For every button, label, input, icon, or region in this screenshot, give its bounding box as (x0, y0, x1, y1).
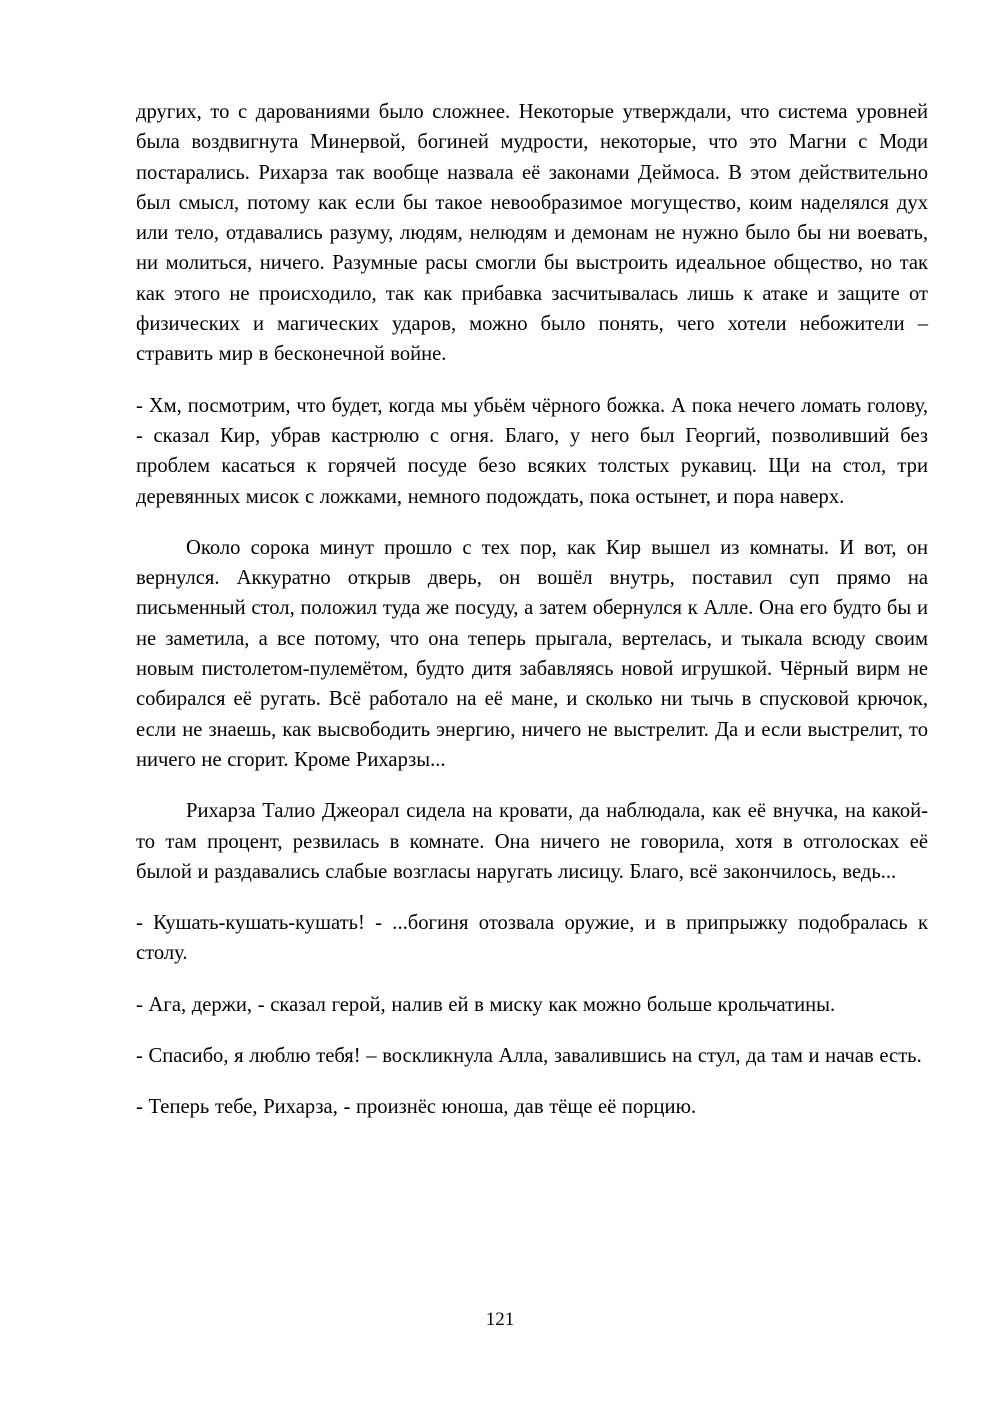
paragraph-dialogue: - Хм, посмотрим, что будет, когда мы убьём чёрного божка. А пока нечего ломать голову, - сказал Кир, убрав кастрюлю с огня. Благо, у него был Георгий, позволивший без проблем касаться к горячей посуде безо всяких толстых рукавиц. Щи на стол, три деревянных мисок с ложками, немного подождать, пока остынет, и пора наверх. (136, 394, 928, 508)
text-block (136, 97, 928, 1144)
paragraph-dialogue: - Теперь тебе, Рихарза, - произнёс юноша, дав тёще её порцию. (136, 1096, 697, 1119)
paragraph-dialogue: - Ага, держи, - сказал герой, налив ей в миску как можно больше крольчатины. (136, 993, 836, 1016)
paragraph-dialogue: - Спасибо, я люблю тебя! – воскликнула Алла, завалившись на стул, да там и начав есть. (136, 1045, 922, 1068)
paragraph: Рихарза Талио Джеорал сидела на кровати, да наблюдала, как её внучка, на какой-то там процент, резвилась в комнате. Она ничего не говорила, хотя в отголосках её былой и раздавались слабые возгласы наругать лисицу. Благо, всё закончилось, ведь... (136, 800, 928, 883)
paragraph: других, то с дарованиями было сложнее. Некоторые утверждали, что система уровней была воздвигнута Минервой, богиней мудрости, некоторые, что это Магни с Моди постарались. Рихарза так вообще назвала её законами Деймоса. В этом действительно был смысл, потому как если бы такое невообразимое могущество, коим наделялся дух или тело, отдавались разуму, людям, нелюдям и демонам не нужно было бы ни воевать, ни молиться, ничего. Разумные расы смогли бы выстроить идеальное общество, но так как этого не происходило, так как прибавка засчитывалась лишь к атаке и защите от физических и магических ударов, можно было понять, чего хотели небожители – стравить мир в бесконечной войне. (136, 101, 928, 366)
paragraph: Около сорока минут прошло с тех пор, как Кир вышел из комнаты. И вот, он вернулся. Аккуратно открыв дверь, он вошёл внутрь, поставил суп прямо на письменный стол, положил туда же посуду, а затем обернулся к Алле. Она его будто бы и не заметила, а все потому, что она теперь прыгала, вертелась, и тыкала всюду своим новым пистолетом-пулемётом, будто дитя забавляясь новой игрушкой. Чёрный вирм не собирался её ругать. Всё работало на её мане, и сколько ни тычь в спусковой крючок, если не знаешь, как высвободить энергию, ничего не выстрелит. Да и если выстрелит, то ничего не сгорит. Кроме Рихарзы... (136, 536, 928, 771)
page-number: 121 (485, 1309, 515, 1330)
paragraph-dialogue: - Кушать-кушать-кушать! - ...богиня отозвала оружие, и в припрыжку подобралась к столу. (136, 912, 928, 965)
